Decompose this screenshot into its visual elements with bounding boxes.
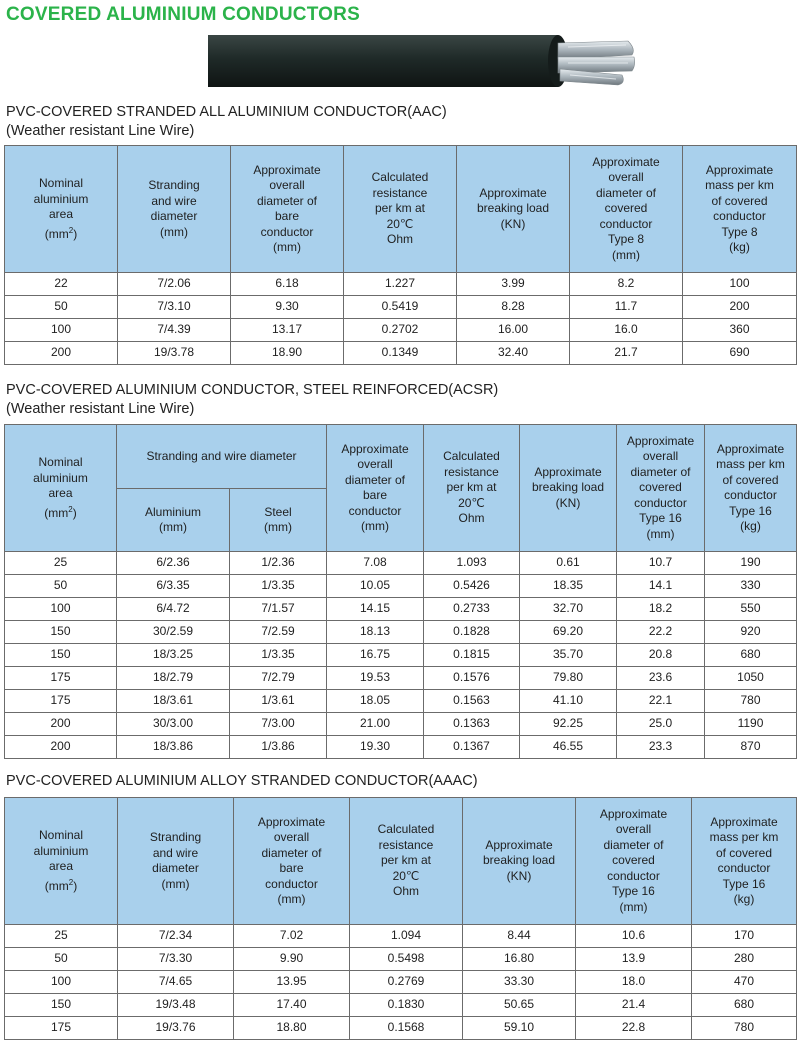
col-header-nominal-area: Nominal aluminium area $(mm^2)$: [5, 798, 118, 925]
table-cell: 69.20: [520, 621, 617, 644]
table-cell: 360: [683, 319, 797, 342]
table-cell: 0.1576: [424, 667, 520, 690]
table-cell: 32.70: [520, 598, 617, 621]
table-cell: 23.6: [617, 667, 705, 690]
table-cell: 0.2733: [424, 598, 520, 621]
table-cell: 0.1363: [424, 713, 520, 736]
table-cell: 200: [683, 296, 797, 319]
table-cell: 170: [692, 925, 797, 948]
table-row: [5, 644, 797, 667]
table-row: [5, 273, 797, 296]
table-cell: 16.00: [457, 319, 570, 342]
table-cell: 550: [705, 598, 797, 621]
col-header-covered-diameter: Approximate overall diameter of covered conductor Type 8 (mm): [570, 146, 683, 273]
table-cell: 13.17: [231, 319, 344, 342]
table-cell: 7/4.39: [118, 319, 231, 342]
table-cell: 0.1828: [424, 621, 520, 644]
table-cell: 59.10: [463, 1017, 576, 1040]
table-cell: 175: [5, 690, 117, 713]
table-cell: 18/3.61: [117, 690, 230, 713]
table-row: [5, 994, 797, 1017]
table-cell: 16.0: [570, 319, 683, 342]
table-row: [5, 296, 797, 319]
table-cell: 330: [705, 575, 797, 598]
table-cell: 7/2.59: [230, 621, 327, 644]
col-header-resistance: Calculated resistance per km at 20℃ Ohm: [350, 798, 463, 925]
table-cell: 18.90: [231, 342, 344, 365]
col-header-mass: Approximate mass per km of covered conductor Type 16 (kg): [692, 798, 797, 925]
section-subtitle: (Weather resistant Line Wire): [6, 401, 195, 417]
table-cell: 6/2.36: [117, 552, 230, 575]
table-cell: 50: [5, 296, 118, 319]
table-cell: 19/3.78: [118, 342, 231, 365]
table-aaac-body: [5, 925, 797, 1040]
col-header-bare-diameter: Approximate overall diameter of bare conductor (mm): [327, 425, 424, 552]
table-cell: 1190: [705, 713, 797, 736]
section-subtitle: (Weather resistant Line Wire): [6, 123, 195, 139]
col-header-breaking-load: Approximate breaking load (KN): [463, 798, 576, 925]
table-cell: 200: [5, 736, 117, 759]
table-cell: 150: [5, 644, 117, 667]
table-cell: 19.30: [327, 736, 424, 759]
table-cell: 470: [692, 971, 797, 994]
col-header-stranding: Stranding and wire diameter (mm): [118, 146, 231, 273]
table-cell: 0.5426: [424, 575, 520, 598]
section-aac-heading: [6, 103, 447, 141]
table-cell: 7.02: [234, 925, 350, 948]
table-cell: 19.53: [327, 667, 424, 690]
table-cell: 35.70: [520, 644, 617, 667]
table-cell: 25: [5, 925, 118, 948]
table-row: [5, 1017, 797, 1040]
table-cell: 10.05: [327, 575, 424, 598]
table-cell: 7/3.10: [118, 296, 231, 319]
section-title: PVC-COVERED STRANDED ALL ALUMINIUM CONDUCTOR(AAC): [6, 104, 447, 120]
table-aac: [4, 145, 797, 365]
page-title: COVERED ALUMINIUM CONDUCTORS: [6, 4, 360, 25]
col-header-mass: Approximate mass per km of covered conductor Type 8 (kg): [683, 146, 797, 273]
col-header-resistance: Calculated resistance per km at 20℃ Ohm: [424, 425, 520, 552]
table-row: [5, 925, 797, 948]
table-cell: 680: [692, 994, 797, 1017]
table-row: [5, 342, 797, 365]
table-cell: 7.08: [327, 552, 424, 575]
table-cell: 1/2.36: [230, 552, 327, 575]
table-aaac: [4, 797, 797, 1040]
col-header-covered-diameter: Approximate overall diameter of covered conductor Type 16 (mm): [617, 425, 705, 552]
table-cell: 14.1: [617, 575, 705, 598]
table-cell: 9.30: [231, 296, 344, 319]
col-header-breaking-load: Approximate breaking load (KN): [520, 425, 617, 552]
table-cell: 780: [692, 1017, 797, 1040]
table-cell: 200: [5, 713, 117, 736]
table-cell: 7/4.65: [118, 971, 234, 994]
table-cell: 18/3.86: [117, 736, 230, 759]
table-cell: 100: [5, 971, 118, 994]
table-cell: 1/3.35: [230, 644, 327, 667]
table-cell: 7/2.06: [118, 273, 231, 296]
table-cell: 17.40: [234, 994, 350, 1017]
table-cell: 0.1367: [424, 736, 520, 759]
table-cell: 92.25: [520, 713, 617, 736]
table-cell: 50: [5, 948, 118, 971]
table-cell: 46.55: [520, 736, 617, 759]
table-cell: 18.2: [617, 598, 705, 621]
table-cell: 690: [683, 342, 797, 365]
table-aac-body: [5, 273, 797, 365]
table-cell: 19/3.76: [118, 1017, 234, 1040]
table-cell: 7/3.30: [118, 948, 234, 971]
table-cell: 22: [5, 273, 118, 296]
table-cell: 150: [5, 994, 118, 1017]
table-cell: 8.2: [570, 273, 683, 296]
col-header-nominal-area: Nominal aluminium area $(mm^2)$: [5, 146, 118, 273]
table-cell: 25: [5, 552, 117, 575]
table-cell: 18.0: [576, 971, 692, 994]
table-cell: 175: [5, 1017, 118, 1040]
col-header-resistance: Calculated resistance per km at 20℃ Ohm: [344, 146, 457, 273]
table-cell: 7/2.34: [118, 925, 234, 948]
table-cell: 1/3.35: [230, 575, 327, 598]
table-cell: 9.90: [234, 948, 350, 971]
table-cell: 30/2.59: [117, 621, 230, 644]
table-cell: 79.80: [520, 667, 617, 690]
table-cell: 0.1349: [344, 342, 457, 365]
table-cell: 7/3.00: [230, 713, 327, 736]
table-cell: 1/3.61: [230, 690, 327, 713]
table-cell: 21.4: [576, 994, 692, 1017]
table-cell: 13.95: [234, 971, 350, 994]
table-cell: 32.40: [457, 342, 570, 365]
table-cell: 50.65: [463, 994, 576, 1017]
table-cell: 7/2.79: [230, 667, 327, 690]
table-cell: 13.9: [576, 948, 692, 971]
table-cell: 1.093: [424, 552, 520, 575]
table-cell: 20.8: [617, 644, 705, 667]
table-cell: 18/2.79: [117, 667, 230, 690]
col-header-bare-diameter: Approximate overall diameter of bare conductor (mm): [231, 146, 344, 273]
table-cell: 23.3: [617, 736, 705, 759]
header-row: [5, 425, 797, 489]
table-row: [5, 552, 797, 575]
table-cell: 200: [5, 342, 118, 365]
table-cell: 870: [705, 736, 797, 759]
table-cell: 1.094: [350, 925, 463, 948]
table-row: [5, 713, 797, 736]
table-cell: 280: [692, 948, 797, 971]
col-header-stranding-group: Stranding and wire diameter: [117, 425, 327, 489]
table-cell: 7/1.57: [230, 598, 327, 621]
table-cell: 175: [5, 667, 117, 690]
table-cell: 21.00: [327, 713, 424, 736]
table-cell: 14.15: [327, 598, 424, 621]
table-cell: 100: [5, 319, 118, 342]
table-cell: 1050: [705, 667, 797, 690]
table-cell: 33.30: [463, 971, 576, 994]
table-row: [5, 575, 797, 598]
col-header-breaking-load: Approximate breaking load (KN): [457, 146, 570, 273]
header-row: [5, 146, 797, 273]
col-header-covered-diameter: Approximate overall diameter of covered conductor Type 16 (mm): [576, 798, 692, 925]
table-cell: 1.227: [344, 273, 457, 296]
table-cell: 100: [5, 598, 117, 621]
col-header-nominal-area: Nominal aluminium area $(mm^2)$: [5, 425, 117, 552]
table-row: [5, 736, 797, 759]
table-row: [5, 971, 797, 994]
table-cell: 6.18: [231, 273, 344, 296]
table-row: [5, 690, 797, 713]
table-cell: 25.0: [617, 713, 705, 736]
table-cell: 50: [5, 575, 117, 598]
table-cell: 6/4.72: [117, 598, 230, 621]
table-cell: 16.80: [463, 948, 576, 971]
table-row: [5, 319, 797, 342]
table-cell: 18.35: [520, 575, 617, 598]
table-cell: 780: [705, 690, 797, 713]
table-cell: 18/3.25: [117, 644, 230, 667]
cable-image: [208, 33, 636, 89]
table-cell: 19/3.48: [118, 994, 234, 1017]
table-cell: 8.44: [463, 925, 576, 948]
table-row: [5, 621, 797, 644]
table-cell: 0.61: [520, 552, 617, 575]
table-cell: 6/3.35: [117, 575, 230, 598]
table-cell: 3.99: [457, 273, 570, 296]
col-subheader-steel: Steel (mm): [230, 489, 327, 552]
header-row: [5, 798, 797, 925]
table-cell: 22.2: [617, 621, 705, 644]
table-cell: 0.2702: [344, 319, 457, 342]
table-cell: 41.10: [520, 690, 617, 713]
table-row: [5, 598, 797, 621]
table-cell: 22.1: [617, 690, 705, 713]
table-cell: 680: [705, 644, 797, 667]
table-cell: 18.05: [327, 690, 424, 713]
table-cell: 0.2769: [350, 971, 463, 994]
table-cell: 1/3.86: [230, 736, 327, 759]
table-cell: 920: [705, 621, 797, 644]
table-cell: 0.1568: [350, 1017, 463, 1040]
col-subheader-aluminium: Aluminium (mm): [117, 489, 230, 552]
table-cell: 0.5419: [344, 296, 457, 319]
table-cell: 21.7: [570, 342, 683, 365]
table-cell: 22.8: [576, 1017, 692, 1040]
table-cell: 18.80: [234, 1017, 350, 1040]
table-cell: 100: [683, 273, 797, 296]
table-row: [5, 948, 797, 971]
table-acsr-body: [5, 552, 797, 759]
table-cell: 190: [705, 552, 797, 575]
table-cell: 30/3.00: [117, 713, 230, 736]
table-cell: 10.7: [617, 552, 705, 575]
section-title: PVC-COVERED ALUMINIUM CONDUCTOR, STEEL REINFORCED(ACSR): [6, 382, 499, 398]
col-header-bare-diameter: Approximate overall diameter of bare conductor (mm): [234, 798, 350, 925]
table-cell: 0.1830: [350, 994, 463, 1017]
table-cell: 18.13: [327, 621, 424, 644]
section-aaac-heading: [6, 772, 478, 791]
table-cell: 8.28: [457, 296, 570, 319]
table-cell: 11.7: [570, 296, 683, 319]
table-cell: 0.1815: [424, 644, 520, 667]
table-row: [5, 667, 797, 690]
table-cell: 150: [5, 621, 117, 644]
col-header-stranding: Stranding and wire diameter (mm): [118, 798, 234, 925]
table-acsr: [4, 424, 797, 759]
table-cell: 0.1563: [424, 690, 520, 713]
col-header-mass: Approximate mass per km of covered conductor Type 16 (kg): [705, 425, 797, 552]
section-acsr-heading: [6, 381, 498, 419]
table-cell: 16.75: [327, 644, 424, 667]
section-title: PVC-COVERED ALUMINIUM ALLOY STRANDED CONDUCTOR(AAAC): [6, 773, 478, 789]
table-cell: 0.5498: [350, 948, 463, 971]
table-cell: 10.6: [576, 925, 692, 948]
